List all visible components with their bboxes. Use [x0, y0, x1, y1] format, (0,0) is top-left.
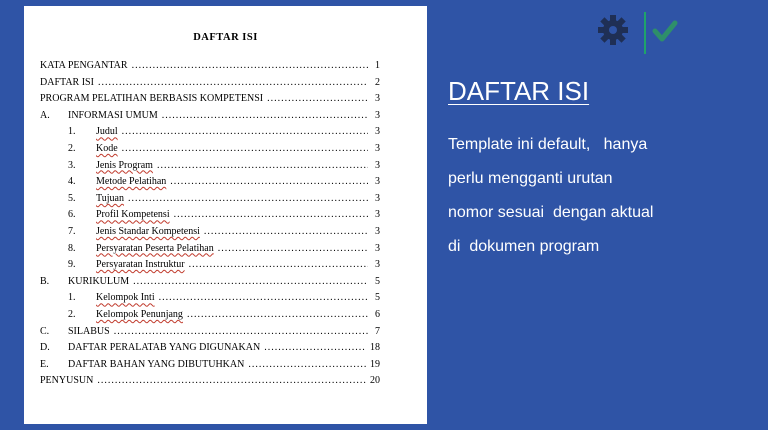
- toc-entry-label: Profil Kompetensi: [96, 209, 170, 221]
- toc-entry-page: 2: [375, 76, 380, 88]
- toc-entry-label: Judul: [96, 126, 118, 138]
- toc-entry-page: 3: [375, 142, 380, 154]
- toc-entry-marker: 2.: [68, 142, 76, 154]
- toc-dot-leader: [122, 126, 368, 137]
- gear-emblem-icon: [594, 12, 632, 54]
- toc-entry-label: DAFTAR ISI: [40, 76, 94, 88]
- toc-dot-leader: [133, 276, 368, 287]
- toc-dot-leader: [122, 143, 368, 154]
- slide-body: [448, 128, 748, 264]
- toc-dot-leader: [174, 209, 368, 220]
- toc-dot-leader: [264, 342, 366, 353]
- toc-entry: [40, 209, 380, 226]
- toc-dot-leader: [128, 193, 368, 204]
- toc-entry-label: Persyaratan Instruktur: [96, 259, 185, 271]
- toc-entry-label: Kelompok Inti: [96, 292, 155, 304]
- toc-entry: [40, 193, 380, 210]
- toc-entry-page: 3: [375, 225, 380, 237]
- toc-entry-label: KATA PENGANTAR: [40, 60, 128, 71]
- toc-entry: [40, 276, 380, 293]
- toc-entry: [40, 93, 380, 110]
- toc-entry-page: 3: [375, 93, 380, 105]
- toc-entry-page: 3: [375, 259, 380, 271]
- toc-entry: [40, 77, 380, 94]
- toc-entry-label: PROGRAM PELATIHAN BERBASIS KOMPETENSI: [40, 93, 264, 105]
- toc-entry-page: 6: [375, 308, 380, 320]
- toc-entry: [40, 342, 380, 359]
- toc-entry-label: Tujuan: [96, 192, 124, 204]
- toc-entry-label: Kelompok Penunjang: [96, 308, 183, 320]
- toc-entry-label: Kode: [96, 142, 118, 154]
- toc-entry-marker: B.: [40, 275, 50, 287]
- toc-entry-label: Jenis Standar Kompetensi: [96, 225, 200, 237]
- toc-entry-label: Metode Pelatihan: [96, 176, 167, 188]
- toc-entry-page: 3: [375, 242, 380, 254]
- toc-entry-page: 3: [375, 209, 380, 221]
- toc-entry: [40, 243, 380, 260]
- toc-dot-leader: [132, 60, 368, 71]
- toc-entry-marker: C.: [40, 325, 50, 337]
- toc-dot-leader: [98, 77, 368, 88]
- toc-dot-leader: [248, 359, 366, 370]
- toc-entry: [40, 359, 380, 376]
- toc-entry-page: 1: [375, 60, 380, 71]
- slide-body-line: perlu mengganti urutan: [448, 170, 613, 187]
- toc-dot-leader: [114, 326, 368, 337]
- toc-entry-marker: 6.: [68, 209, 76, 221]
- document-page: [24, 6, 427, 424]
- toc-entry-page: 3: [375, 192, 380, 204]
- toc-dot-leader: [187, 309, 368, 320]
- toc-entry-marker: A.: [40, 109, 50, 121]
- toc-dot-leader: [218, 243, 368, 254]
- toc-entry-marker: 1.: [68, 126, 76, 138]
- toc-dot-leader: [157, 160, 368, 171]
- toc-entry: [40, 110, 380, 127]
- toc-entry-page: 3: [375, 159, 380, 171]
- toc-entry: [40, 60, 380, 77]
- toc-entry-page: 19: [370, 358, 380, 370]
- toc-entry-marker: E.: [40, 358, 49, 370]
- slide-body-line: di dokumen program: [448, 238, 600, 255]
- slide-title: DAFTAR ISI: [448, 76, 590, 106]
- toc-entry-label: Jenis Program: [96, 159, 153, 171]
- toc-entry: [40, 160, 380, 177]
- toc-dot-leader: [267, 93, 368, 104]
- ok-check-icon: [652, 18, 678, 44]
- toc-entry-page: 5: [375, 292, 380, 304]
- toc-entry: [40, 292, 380, 309]
- toc-entry-marker: 7.: [68, 225, 76, 237]
- toc-entry-label: KURIKULUM: [68, 275, 130, 287]
- toc-entry-marker: 9.: [68, 259, 76, 271]
- toc-entry-label: DAFTAR BAHAN YANG DIBUTUHKAN: [68, 358, 245, 370]
- toc-entry-page: 5: [375, 275, 380, 287]
- toc-entry-label: INFORMASI UMUM: [68, 109, 158, 121]
- toc-entry-label: PENYUSUN: [40, 375, 94, 387]
- toc-dot-leader: [204, 226, 368, 237]
- toc-entry-label: Persyaratan Peserta Pelatihan: [96, 242, 214, 254]
- toc-entry-page: 20: [370, 375, 380, 387]
- toc-entry: [40, 126, 380, 143]
- toc-entry: [40, 309, 380, 326]
- toc-entry: [40, 259, 380, 276]
- toc-dot-leader: [159, 292, 368, 303]
- toc-entry-marker: 4.: [68, 176, 76, 188]
- toc-entry: [40, 326, 380, 343]
- table-of-contents: [40, 60, 380, 392]
- toc-entry-label: SILABUS: [68, 325, 110, 337]
- toc-entry-page: 3: [375, 176, 380, 188]
- toc-dot-leader: [97, 375, 366, 386]
- toc-entry-marker: 3.: [68, 159, 76, 171]
- toc-entry-label: DAFTAR PERALATAB YANG DIGUNAKAN: [68, 342, 261, 354]
- toc-entry-marker: 2.: [68, 308, 76, 320]
- toc-entry-marker: 1.: [68, 292, 76, 304]
- toc-entry: [40, 226, 380, 243]
- slide-body-line: nomor sesuai dengan aktual: [448, 204, 654, 221]
- toc-entry-page: 3: [375, 126, 380, 138]
- document-title: DAFTAR ISI: [193, 32, 258, 43]
- toc-entry: [40, 176, 380, 193]
- toc-entry: [40, 375, 380, 392]
- toc-entry-marker: D.: [40, 342, 50, 354]
- toc-dot-leader: [189, 259, 368, 270]
- toc-entry-marker: 5.: [68, 192, 76, 204]
- logo-area: [594, 12, 764, 62]
- logo-divider: [644, 12, 646, 54]
- toc-dot-leader: [162, 110, 368, 121]
- toc-entry-page: 7: [375, 325, 380, 337]
- toc-entry-page: 18: [370, 342, 380, 354]
- toc-entry: [40, 143, 380, 160]
- toc-entry-page: 3: [375, 109, 380, 121]
- slide-body-line: Template ini default, hanya: [448, 136, 648, 153]
- toc-dot-leader: [170, 176, 368, 187]
- toc-entry-marker: 8.: [68, 242, 76, 254]
